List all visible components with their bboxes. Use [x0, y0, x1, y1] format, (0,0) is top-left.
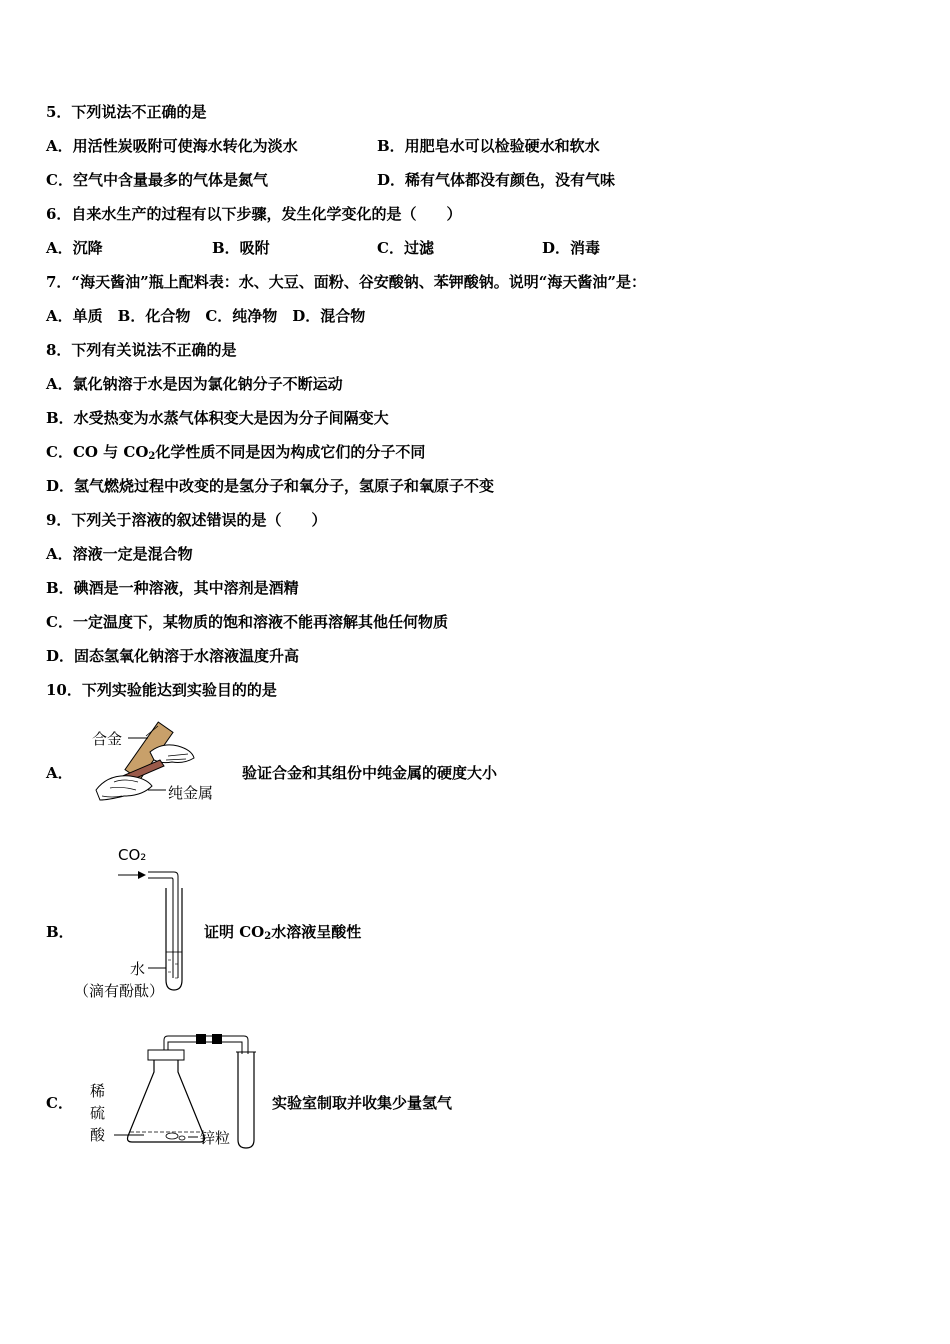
zinc-label: 锌粒: [200, 1129, 231, 1147]
q8-option-d[interactable]: D．氢气燃烧过程中改变的是氢分子和氧分子，氢原子和氧原子不变: [46, 477, 495, 495]
q10-option-b-caption: [204, 922, 361, 947]
acid-label-1: 稀: [90, 1082, 106, 1100]
pure-metal-label: 纯金属: [168, 784, 214, 802]
q6-stem: 6．自来水生产的过程有以下步骤，发生化学变化的是（ ）: [46, 205, 462, 223]
water-label: 水: [130, 960, 146, 978]
q10-option-b-caption-post: 水溶液呈酸性: [271, 923, 362, 941]
q5-option-d[interactable]: D．稀有气体都没有颜色，没有气味: [377, 171, 616, 189]
q8-stem: 8．下列有关说法不正确的是: [46, 341, 237, 359]
q10-option-a-caption: 验证合金和其组份中纯金属的硬度大小: [242, 764, 498, 782]
q5-option-a[interactable]: A．用活性炭吸附可使海水转化为淡水: [46, 137, 298, 155]
q8-option-c-pre: C．CO 与 CO: [46, 443, 149, 461]
q8-option-c[interactable]: [46, 442, 425, 467]
acid-label-2: 硫: [90, 1104, 106, 1122]
q8-option-c-post: 化学性质不同是因为构成它们的分子不同: [155, 443, 426, 461]
q9-option-c[interactable]: C．一定温度下，某物质的饱和溶液不能再溶解其他任何物质: [46, 613, 448, 631]
q5-stem: 5．下列说法不正确的是: [46, 103, 207, 121]
q10-option-c-label[interactable]: C．: [46, 1094, 73, 1112]
q10-option-b-caption-sub: 2: [264, 931, 272, 942]
q10-stem: 10．下列实验能达到实验目的的是: [46, 681, 277, 699]
q6-option-d[interactable]: D．消毒: [542, 239, 601, 257]
q6-option-b[interactable]: B．吸附: [212, 239, 270, 257]
q9-option-d[interactable]: D．固态氢氧化钠溶于水溶液温度升高: [46, 647, 300, 665]
q10-option-a-label[interactable]: A．: [46, 764, 73, 782]
co2-label: CO₂: [118, 846, 147, 864]
q8-option-b[interactable]: B．水受热变为水蒸气体积变大是因为分子间隔变大: [46, 409, 389, 427]
q5-option-b[interactable]: B．用肥皂水可以检验硬水和软水: [377, 137, 600, 155]
q7-stem: 7．“海天酱油”瓶上配料表：水、大豆、面粉、谷安酸钠、苯钾酸钠。说明“海天酱油”是：: [46, 273, 646, 291]
q9-option-b[interactable]: B．碘酒是一种溶液，其中溶剂是酒精: [46, 579, 299, 597]
hydrogen-apparatus-figure: [84, 1032, 268, 1156]
q7-options[interactable]: A．单质 B．化合物 C．纯净物 D．混合物: [46, 307, 366, 325]
q5-option-c[interactable]: C．空气中含量最多的气体是氮气: [46, 171, 268, 189]
q9-option-a[interactable]: A．溶液一定是混合物: [46, 545, 193, 563]
q8-option-c-sub: 2: [148, 451, 156, 462]
q10-option-c-caption: 实验室制取并收集少量氢气: [272, 1094, 453, 1112]
co2-test-tube-figure: [74, 840, 194, 1004]
q10-option-b-caption-pre: 证明 CO: [204, 923, 265, 941]
q10-option-b-label[interactable]: B．: [46, 923, 74, 941]
acid-label-3: 酸: [90, 1126, 106, 1144]
q6-option-a[interactable]: A．沉降: [46, 239, 103, 257]
alloy-label: 合金: [92, 730, 123, 748]
alloy-scratch-figure: [88, 712, 228, 808]
q8-option-a[interactable]: A．氯化钠溶于水是因为氯化钠分子不断运动: [46, 375, 343, 393]
q9-stem: 9．下列关于溶液的叙述错误的是（ ）: [46, 511, 327, 529]
phenolphthalein-label: （滴有酚酞）: [74, 982, 165, 1000]
q6-option-c[interactable]: C．过滤: [377, 239, 434, 257]
